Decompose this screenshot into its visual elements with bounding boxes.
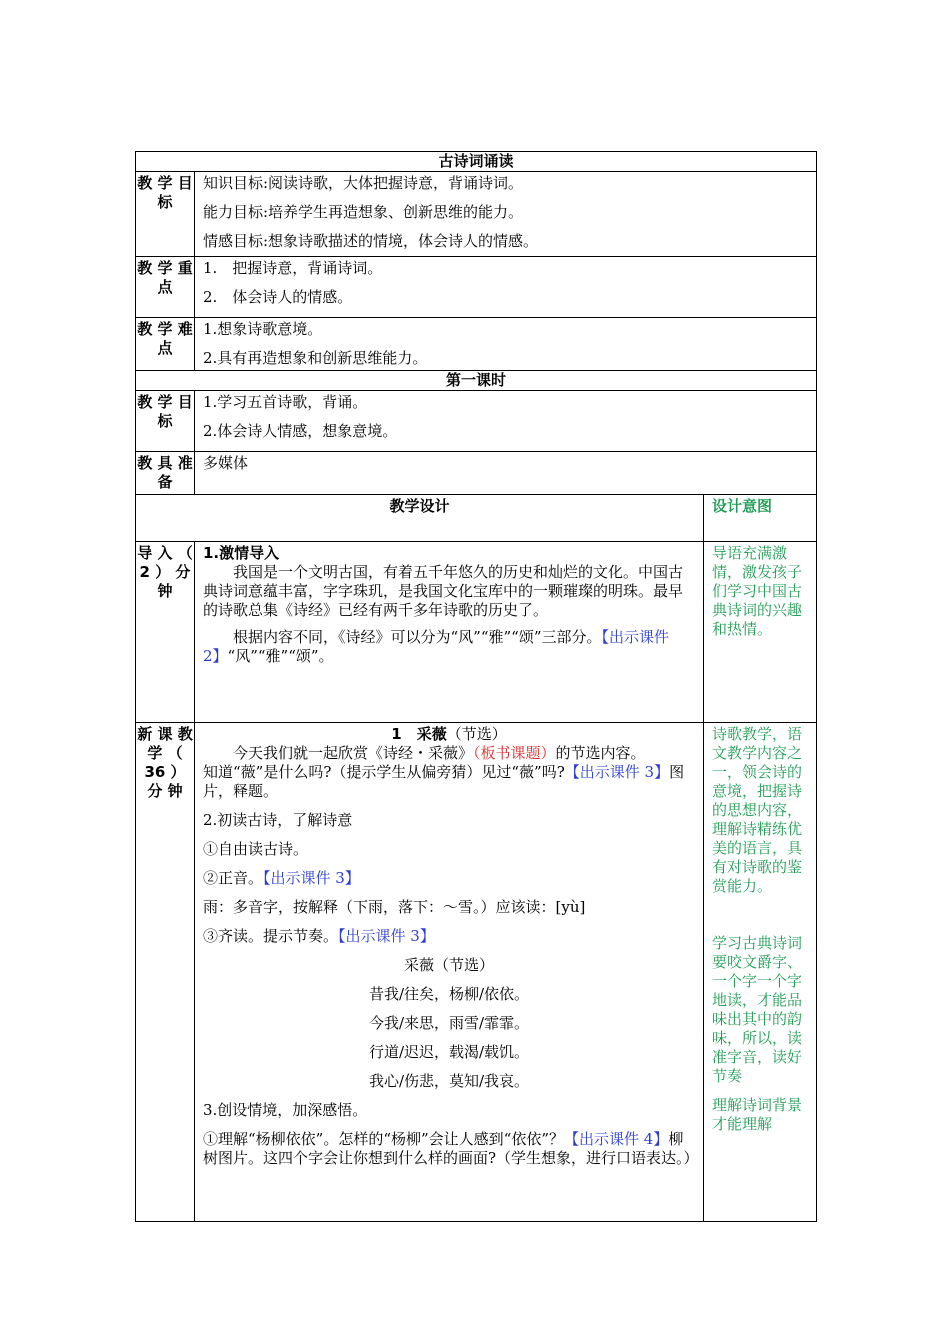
key-point-1: 1. 把握诗意，背诵诗词。	[203, 259, 383, 277]
lesson-one-heading: 第一课时	[136, 371, 817, 391]
wei-question: 知道“薇”是什么吗?（提示学生从偏旁猜）见过“薇”吗?【出示课件 3】图片，释题。	[203, 763, 685, 800]
design-header: 教学设计	[136, 495, 704, 542]
intro-heading: 1.激情导入	[203, 544, 280, 562]
objective-knowledge: 知识目标:阅读诗歌，大体把握诗意，背诵诗词。	[203, 174, 524, 192]
courseware-tag: 【出示课件 4】	[564, 1130, 669, 1148]
step-2-heading: 2.初读古诗，了解诗意	[203, 811, 353, 829]
difficulties-label: 教 学 难 点	[136, 318, 195, 371]
poem-title: 采薇（节选）	[403, 956, 494, 974]
intent-background: 理解诗词背景才能理解	[712, 1096, 803, 1133]
intent-poetry: 诗歌教学，语文教学内容之一，领会诗的意境，把握诗的思想内容，理解诗精练优美的语言，具有对诗歌的鉴赏能力。	[712, 725, 803, 895]
intent-reading: 学习古典诗词要咬文爵字、一个字一个字地读，才能品味出其中的韵味，所以，读准字音，读好节奏	[712, 934, 803, 1085]
key-points-label: 教 学 重 点	[136, 257, 195, 318]
board-title-tag: （板书课题）	[473, 744, 556, 762]
step-3-heading: 3.创设情境，加深感悟。	[203, 1101, 368, 1119]
difficulty-2: 2.具有再造想象和创新思维能力。	[203, 349, 428, 367]
intro-intent: 导语充满激情，激发孩子们学习中国古典诗词的兴趣和热情。	[704, 542, 817, 723]
key-point-2: 2. 体会诗人的情感。	[203, 288, 353, 306]
lesson-objectives-content	[195, 391, 817, 452]
lesson-objectives-label: 教 学 目 标	[136, 391, 195, 452]
lesson-objective-1: 1.学习五首诗歌，背诵。	[203, 393, 368, 411]
courseware-tag: 【出示课件 3】	[338, 927, 435, 945]
poem-line: 今我/来思，雨雪/霏霏。	[368, 1014, 530, 1032]
lesson-plan-table	[135, 151, 817, 1222]
courseware-tag: 【出示课件 3】	[263, 869, 360, 887]
intro-content	[195, 542, 704, 723]
courseware-tag: 【出示课件 3】	[564, 763, 670, 781]
poem-line: 我心/伤悲，莫知/我哀。	[368, 1072, 530, 1090]
step-2-item-2: ②正音。【出示课件 3】	[203, 869, 360, 887]
difficulties-content	[195, 318, 817, 371]
step-3-item-1: ①理解“杨柳依依”。怎样的“杨柳”会让人感到“依依”？【出示课件 4】柳树图片。这四个字会让你想到什么样的画面?（学生想象，进行口语表达。）	[203, 1130, 699, 1167]
key-points-content	[195, 257, 817, 318]
poem-heading: 1 采薇（节选）	[391, 725, 507, 743]
intro-label: 导 入 （ 2 ） 分 钟	[136, 542, 195, 723]
new-lesson-label: 新 课 教 学 （ 36 ） 分 钟	[136, 723, 195, 1222]
lesson-objective-2: 2.体会诗人情感，想象意境。	[203, 422, 398, 440]
objectives-content	[195, 172, 817, 257]
intro-paragraph-1: 我国是一个文明古国，有着五千年悠久的历史和灿烂的文化。中国古典诗词意蕴丰富，字字珠玑，是我国文化宝库中的一颗璀璨的明珠。最早的诗歌总集《诗经》已经有两千多年诗歌的历史了。	[203, 563, 684, 619]
new-lesson-content	[195, 723, 704, 1222]
tools-label: 教 具 准 备	[136, 452, 195, 495]
courseware-tag: 【出示课件 2】	[203, 628, 670, 665]
intent-header: 设计意图	[704, 495, 817, 542]
intro-paragraph-2: 根据内容不同，《诗经》可以分为“风”“雅”“颂”三部分。【出示课件 2】“风”“雅”“颂”。	[203, 628, 670, 665]
document-title: 古诗词诵读	[136, 152, 817, 172]
poem-line: 昔我/往矣，杨柳/依依。	[368, 985, 530, 1003]
objective-emotion: 情感目标:想象诗歌描述的情境，体会诗人的情感。	[203, 232, 539, 250]
tools-value: 多媒体	[195, 452, 817, 495]
new-lesson-intent	[704, 723, 817, 1222]
step-2-item-3: ③齐读。提示节奏。【出示课件 3】	[203, 927, 435, 945]
step-2-item-1: ①自由读古诗。	[203, 840, 309, 858]
objective-ability: 能力目标:培养学生再造想象、创新思维的能力。	[203, 203, 524, 221]
difficulty-1: 1.想象诗歌意境。	[203, 320, 323, 338]
poem-line: 行道/迟迟，载渴/载饥。	[368, 1043, 530, 1061]
lesson-intro-line: 今天我们就一起欣赏《诗经・采薇》（板书课题）的节选内容。	[233, 744, 646, 762]
objectives-label: 教 学 目 标	[136, 172, 195, 257]
pronunciation-note: 雨：多音字，按解释（下雨，落下：～雪。）应该读：[yù]	[203, 898, 586, 916]
